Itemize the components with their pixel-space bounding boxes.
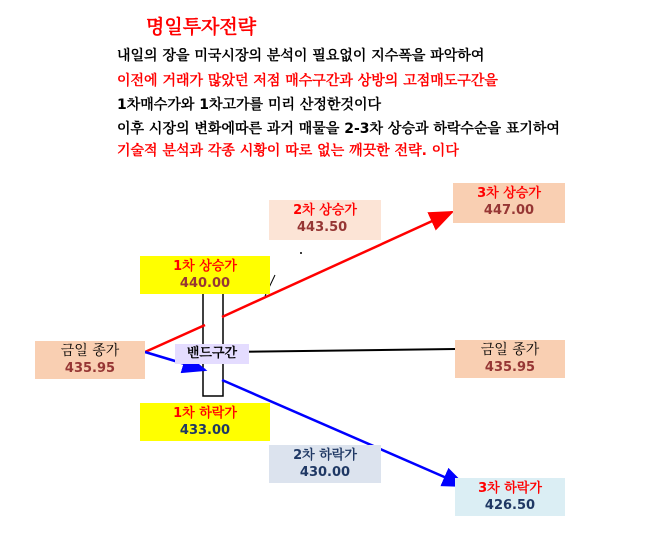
fall1-box: [140, 403, 270, 441]
rise3-box: [453, 183, 565, 223]
fall2-value: 430.00: [299, 465, 351, 480]
fall3-label: 3차 하락가: [478, 481, 542, 496]
fall2-label: 2차 하락가: [293, 448, 357, 463]
text-line-3: 1차매수가와 1차고가를 미리 산정한것이다: [117, 97, 382, 113]
today-close-right-box: [455, 340, 565, 378]
text-line-1: 내일의 장을 미국시장의 분석이 필요없이 지수폭을 파악하여: [117, 48, 485, 64]
text-line-5: 기술적 분석과 각종 시황이 따로 없는 깨끗한 전략. 이다: [117, 143, 459, 159]
fall3-box: [455, 478, 565, 516]
fall2-box: [269, 445, 381, 483]
today-close-right-value: 435.95: [484, 360, 536, 375]
rise1-box: [140, 256, 270, 294]
rise3-value: 447.00: [483, 203, 535, 218]
flat-line: [222, 349, 455, 352]
today-close-left-box: [35, 341, 145, 379]
fall3-value: 426.50: [484, 498, 536, 513]
rise1-value: 440.00: [179, 276, 231, 291]
rise1-label: 1차 상승가: [173, 259, 237, 274]
page-title: 명일투자전략: [146, 16, 257, 38]
fall1-label: 1차 하락가: [173, 406, 237, 421]
today-close-left-value: 435.95: [64, 361, 116, 376]
rise2-box: [269, 200, 381, 240]
rise2-label: 2차 상승가: [293, 203, 357, 218]
dot-mark: [300, 252, 302, 254]
rise2-value: 443.50: [297, 220, 348, 235]
rise3-label: 3차 상승가: [477, 186, 541, 201]
text-line-2: 이전에 거래가 많았던 저점 매수구간과 상방의 고점매도구간을: [117, 73, 498, 89]
fall1-value: 433.00: [179, 423, 231, 438]
text-line-4: 이후 시장의 변화에따른 과거 매물을 2-3차 상승과 하락수순을 표기하여: [117, 121, 560, 137]
today-close-left-label: 금일 종가: [60, 343, 120, 359]
today-close-right-label: 금일 종가: [480, 342, 540, 358]
band-label: 밴드구간: [175, 344, 249, 364]
